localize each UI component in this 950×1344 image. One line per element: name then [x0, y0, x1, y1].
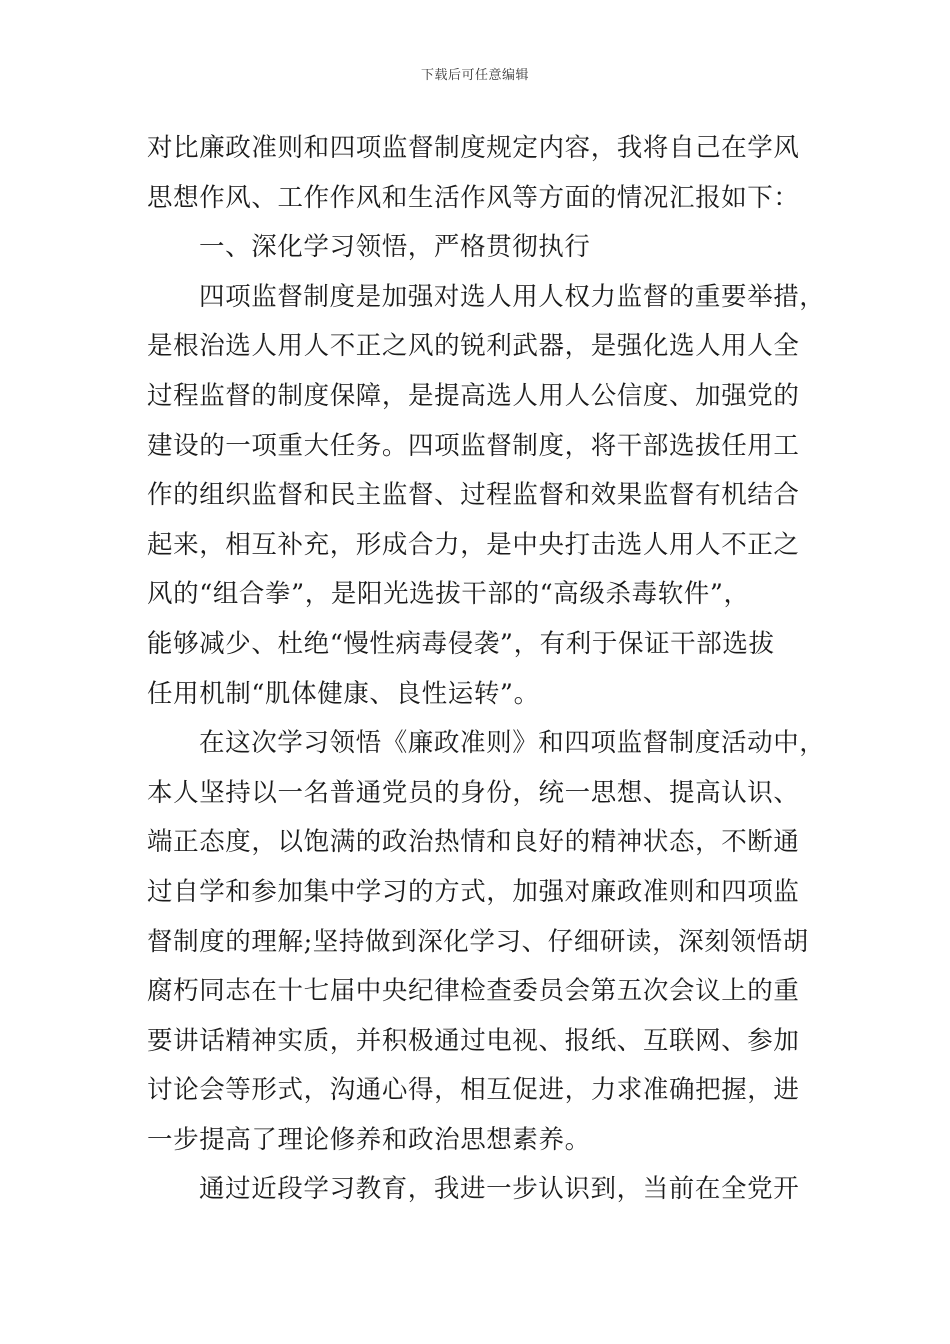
text-line: 过自学和参加集中学习的方式，加强对廉政准则和四项监 [147, 876, 800, 907]
text-line: 督制度的理解;坚持做到深化学习、仔细研读，深刻领悟胡 [147, 926, 809, 957]
text-line: 讨论会等形式，沟通心得，相互促进，力求准确把握，进 [147, 1075, 800, 1106]
text-line: 一步提高了理论修养和政治思想素养。 [147, 1124, 591, 1155]
text-line: 端正态度，以饱满的政治热情和良好的精神状态，不断通 [147, 827, 800, 858]
text-line: 在这次学习领悟《廉政准则》和四项监督制度活动中， [199, 728, 826, 759]
text-line: 腐朽同志在十七届中央纪律检查委员会第五次会议上的重 [147, 976, 800, 1007]
text-line: 风的“组合拳”，是阳光选拔干部的“高级杀毒软件”， [147, 579, 750, 610]
text-line: 任用机制“肌体健康、良性运转”。 [147, 678, 540, 709]
text-line: 通过近段学习教育，我进一步认识到，当前在全党开 [199, 1174, 800, 1205]
text-line: 能够减少、杜绝“慢性病毒侵袭”，有利于保证干部选拔 [147, 628, 775, 659]
text-line: 作的组织监督和民主监督、过程监督和效果监督有机结合 [147, 480, 800, 511]
text-line: 思想作风、工作作风和生活作风等方面的情况汇报如下： [147, 182, 800, 213]
text-line: 要讲话精神实质，并积极通过电视、报纸、互联网、参加 [147, 1025, 800, 1056]
page-header: 下载后可任意编辑 [420, 68, 529, 83]
text-line: 本人坚持以一名普通党员的身份，统一思想、提高认识、 [147, 777, 800, 808]
text-line: 过程监督的制度保障，是提高选人用人公信度、加强党的 [147, 380, 800, 411]
text-line: 是根治选人用人不正之风的锐利武器，是强化选人用人全 [147, 331, 800, 362]
text-line: 对比廉政准则和四项监督制度规定内容，我将自己在学风 [147, 133, 800, 163]
document-body [147, 124, 826, 1215]
text-line: 起来，相互补充，形成合力，是中央打击选人用人不正之 [147, 529, 800, 560]
text-line: 一、深化学习领悟，严格贯彻执行 [199, 232, 591, 263]
text-line: 四项监督制度是加强对选人用人权力监督的重要举措， [199, 281, 826, 312]
text-line: 建设的一项重大任务。四项监督制度，将干部选拔任用工 [147, 430, 800, 461]
